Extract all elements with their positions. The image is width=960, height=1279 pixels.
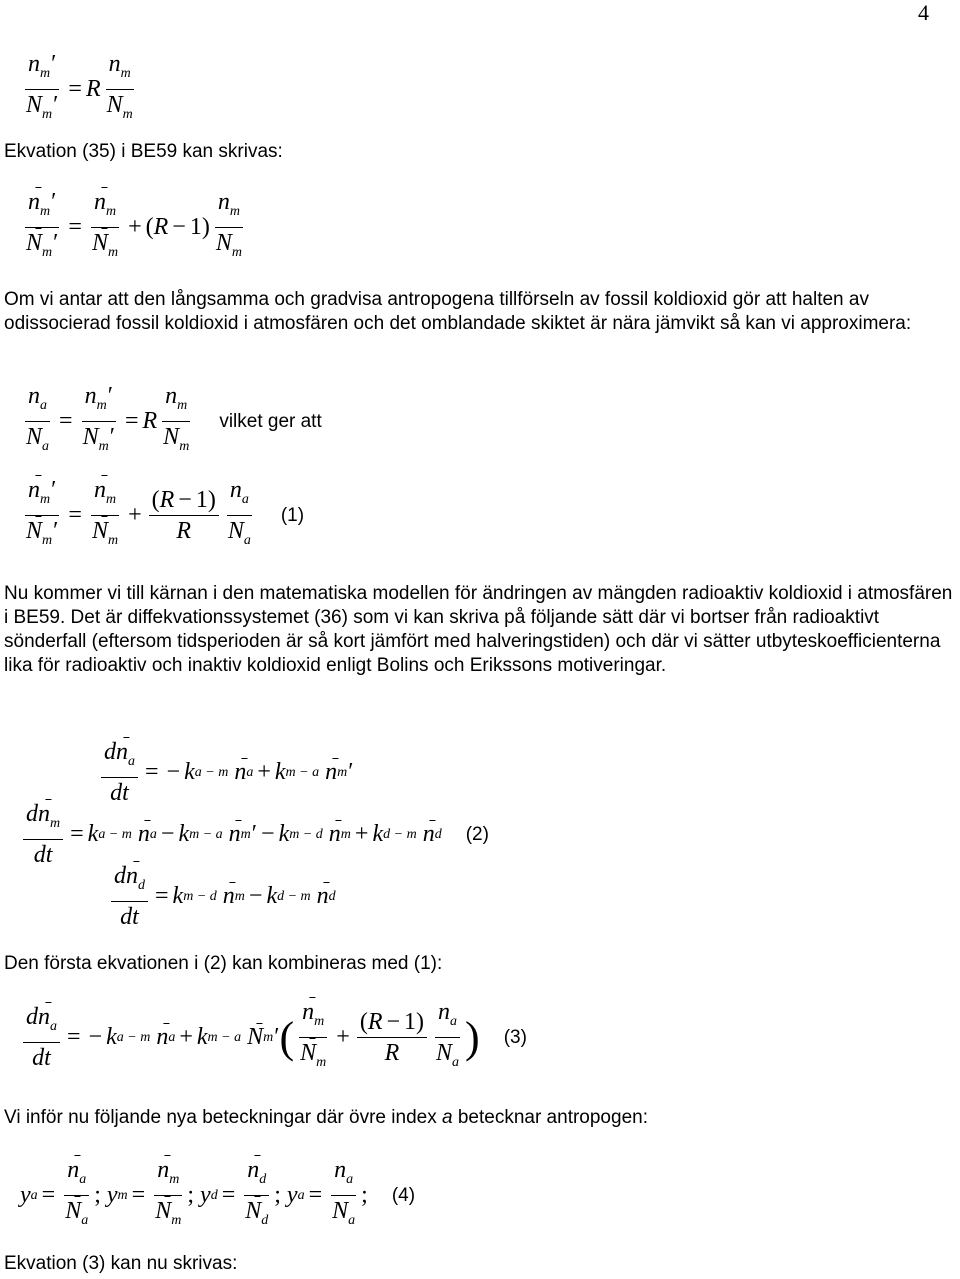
- paragraph-combine: Den första ekvationen i (2) kan kombineras med (1):: [4, 953, 443, 974]
- equation-4: y a = $\frac{n_a}{N_a}$ ; y m = $\frac{n_m}{N_m}$ ; y d = $\frac{n_d}{N_d}$ ; y a = $\frac{n_a}{N_a}$ ; (4): [20, 1157, 416, 1228]
- equation-approximation: $\frac{n_a}{N_a}$ = $\frac{n_m'}{N_m'}$ = R $n_m$ $N_m$ vilket ger att: [26, 383, 322, 454]
- equation-label-3: (3): [503, 1026, 527, 1048]
- paragraph-model: Nu kommer vi till kärnan i den matematiska modellen för ändringen av mängden radioaktiv koldioxid i atmosfären i BE59. Det är diffekvationssystemet (36) som vi kan skriva på följande sätt där vi bortser från radioaktivt sönderfall (eftersom tidsperioden är så kort jämfört med halveringstiden) och där vi sätter utbyteskoefficienterna lika för radioaktiv och inaktiv koldioxid enligt Bolins och Erikssons motiveringar.: [4, 583, 953, 676]
- equation-label-1: (1): [280, 504, 305, 526]
- notation-text-end: betecknar antropogen:: [452, 1107, 648, 1128]
- inline-text: vilket ger att: [219, 410, 322, 432]
- paragraph-intro: Ekvation (35) i BE59 kan skrivas:: [4, 141, 283, 162]
- equation-1: $\frac{n_m'}{N_m'}$ = $\frac{n_m}{N_m}$ + $\frac{(R - 1)}{R}$ $n_a$ $N_a$ (1): [26, 477, 305, 548]
- notation-index: a: [441, 1107, 453, 1128]
- equation-2-line1: $dn_a$ dt = − k a − m n a + k m − a n m ′: [98, 738, 353, 807]
- equation-label-2: (2): [465, 823, 489, 845]
- equation-2-line3: $dn_d$ dt = k m − d n m − k d − m n d: [108, 862, 336, 931]
- page-number: 4: [918, 0, 929, 25]
- paragraph-notation: [4, 1106, 956, 1130]
- paragraph-rewrite: Ekvation (3) kan nu skrivas:: [4, 1253, 238, 1274]
- equation-3: $dn_a$ dt = − k a − m n a + k m − a N m ′ ( $n_m$ $N_m$ + $\frac{(R - 1)}{R}$ $n_a$ $N_a$ ) (3): [20, 998, 527, 1077]
- equation-ratio-intro: $\frac{n_m'}{N_m'}$ = R $n_m$ $N_m$: [26, 51, 133, 122]
- equation-eq35: $\frac{n_m'}{N_m'}$ = $\frac{n_m}{N_m}$ + ( R − 1) $\frac{n_m}{N_m}$: [26, 189, 242, 260]
- paragraph-assumption: Om vi antar att den långsamma och gradvisa antropogena tillförseln av fossil koldioxid gör att halten av odissocierad fossil koldioxid i atmosfären och det omblandade skiktet är nära jämvikt så kan vi approximera:: [4, 289, 912, 334]
- equation-label-4: (4): [391, 1184, 416, 1206]
- equation-2-line2: $dn_m$ dt = k a − m n a − k m − a n m ′ − k m − d n m + k d − m n d (2): [20, 800, 489, 869]
- notation-text-start: Vi inför nu följande nya beteckningar där övre index: [4, 1107, 442, 1128]
